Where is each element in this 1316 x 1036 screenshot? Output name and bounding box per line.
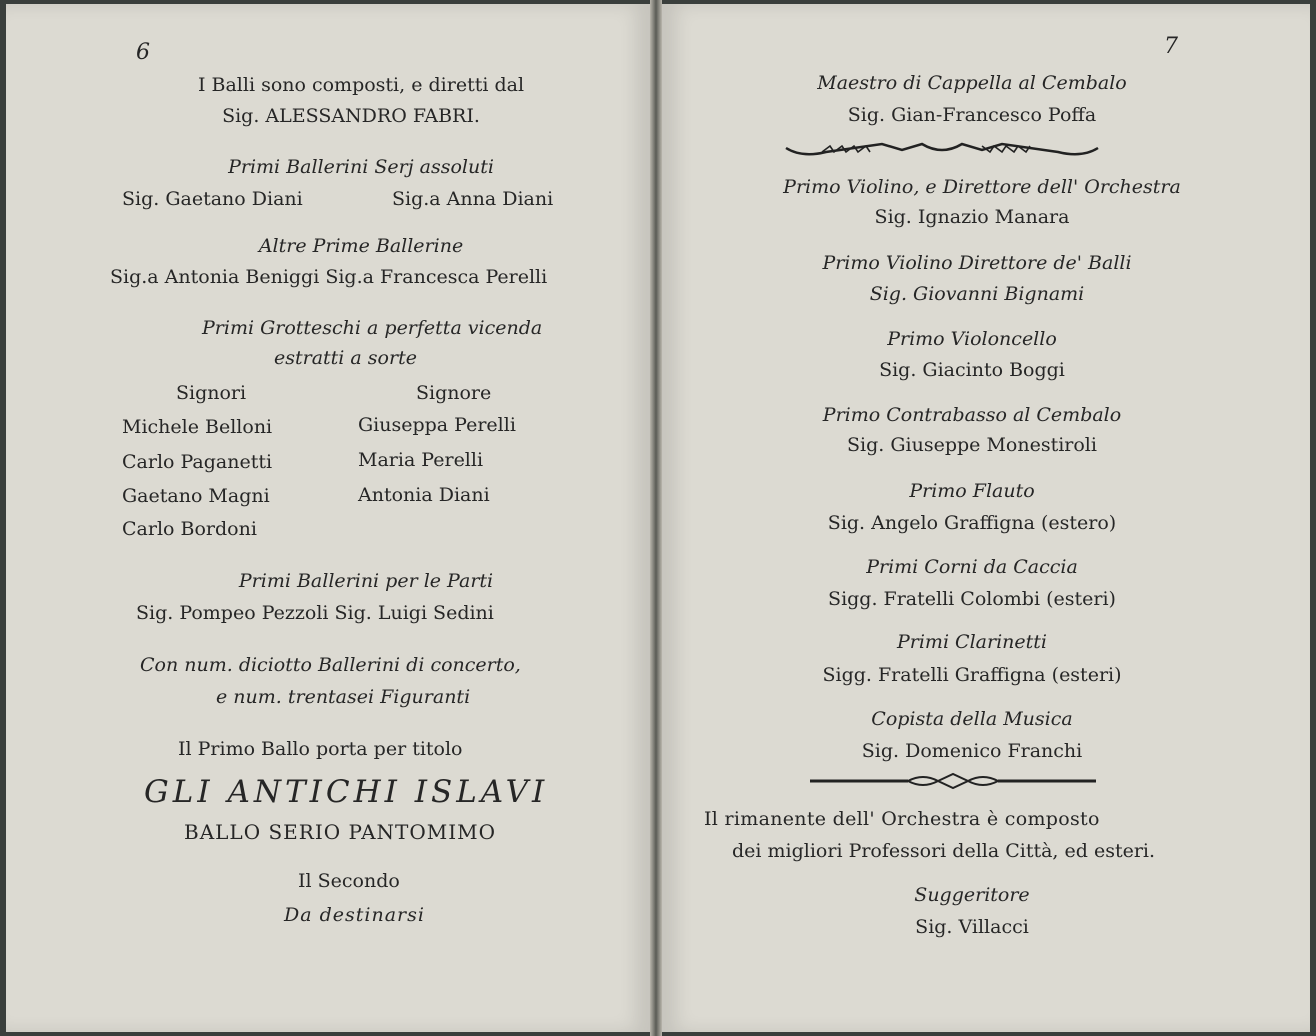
left-page (6, 4, 650, 1032)
composer-name: Sig. ALESSANDRO FABRI. (222, 105, 480, 127)
column-heading: Signori (176, 382, 247, 404)
list-item: Maria Perelli (358, 449, 484, 471)
intro-line: I Balli sono composti, e diretti dal (197, 74, 525, 96)
book-gutter (650, 0, 662, 1036)
person-name: Sig. Ignazio Manara (874, 206, 1070, 228)
column-heading: Signore (416, 382, 492, 404)
section-heading: Primi Ballerini Serj assoluti (228, 156, 494, 178)
dancer-name: Sig. Gaetano Diani (122, 188, 303, 210)
right-page (662, 4, 1310, 1032)
list-item: Antonia Diani (358, 484, 490, 506)
list-item: Carlo Bordoni (122, 518, 257, 540)
person-name: Sigg. Fratelli Graffigna (esteri) (822, 664, 1122, 686)
section-heading: Primi Ballerini per le Parti (238, 570, 494, 592)
page-number: 6 (136, 40, 150, 65)
role-heading: Suggeritore (914, 884, 1030, 906)
page-number: 7 (1164, 34, 1178, 59)
list-item: Michele Belloni (122, 416, 273, 438)
role-heading: Primi Clarinetti (896, 631, 1047, 653)
dancer-names: Sig.a Antonia Beniggi Sig.a Francesca Perelli (110, 266, 548, 288)
list-item: Giuseppa Perelli (358, 414, 516, 436)
person-name: Sig. Villacci (915, 916, 1029, 938)
role-heading: Primo Violino, e Direttore dell' Orchestra (783, 176, 1181, 198)
person-name: Sig. Angelo Graffigna (estero) (827, 512, 1117, 534)
role-heading: Maestro di Cappella al Cembalo (817, 72, 1127, 94)
body-text: Da destinarsi (284, 904, 425, 926)
ballet-subtitle: BALLO SERIO PANTOMIMO (184, 820, 497, 844)
body-text: Il rimanente dell' Orchestra è composto (704, 808, 1100, 830)
body-text: Il Secondo (298, 870, 400, 892)
ornament-divider (808, 770, 1098, 792)
ornament-divider (782, 134, 1102, 164)
role-heading: Copista della Musica (871, 708, 1073, 730)
section-heading: Altre Prime Ballerine (258, 235, 464, 257)
role-heading: Primi Corni da Caccia (866, 556, 1078, 578)
section-heading: Primi Grotteschi a perfetta vicenda (202, 317, 543, 339)
person-name: Sig. Giovanni Bignami (869, 283, 1085, 305)
role-heading: Primo Contrabasso al Cembalo (822, 404, 1122, 426)
body-text: e num. trentasei Figuranti (216, 686, 471, 708)
person-name: Sig. Gian-Francesco Poffa (847, 104, 1097, 126)
body-text: Con num. diciotto Ballerini di concerto, (140, 654, 521, 676)
dancer-name: Sig.a Anna Diani (392, 188, 554, 210)
body-text: Il Primo Ballo porta per titolo (178, 738, 463, 760)
body-text: dei migliori Professori della Città, ed esteri. (732, 840, 1156, 862)
ballet-title: GLI ANTICHI ISLAVI (144, 774, 549, 810)
role-heading: Primo Violoncello (887, 328, 1057, 350)
list-item: Gaetano Magni (122, 485, 270, 507)
dancer-names: Sig. Pompeo Pezzoli Sig. Luigi Sedini (136, 602, 494, 624)
list-item: Carlo Paganetti (122, 451, 273, 473)
person-name: Sig. Giacinto Boggi (879, 359, 1065, 381)
person-name: Sig. Domenico Franchi (861, 740, 1083, 762)
person-name: Sigg. Fratelli Colombi (esteri) (828, 588, 1116, 610)
role-heading: Primo Violino Direttore de' Balli (822, 252, 1132, 274)
person-name: Sig. Giuseppe Monestiroli (847, 434, 1097, 456)
section-heading: estratti a sorte (274, 347, 417, 369)
role-heading: Primo Flauto (909, 480, 1035, 502)
